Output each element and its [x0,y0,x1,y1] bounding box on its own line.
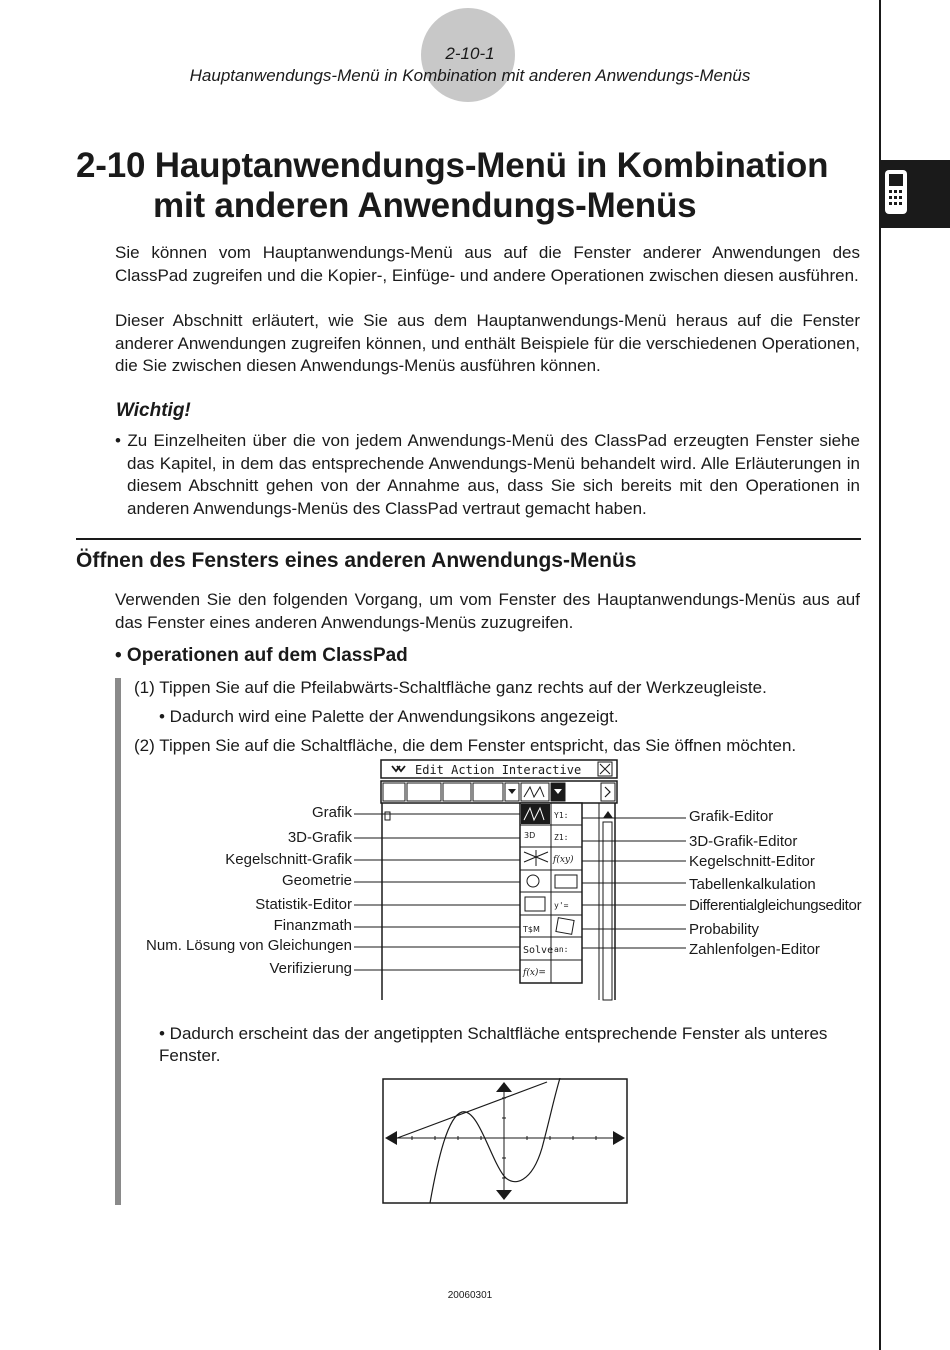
label-3d-grafik: 3D-Grafik [287,829,352,846]
important-bullet: • Zu Einzelheiten über die von jedem Anwendungs-Menü des ClassPad erzeugten Fenster siehe das Kapitel, in dem das entsprechende Anwendungs-Menü behandelt wird. Alle Erläuterungen in diesem Abschnitt gehen von der Annahme aus, dass Sie sich bereits mit den Operationen in anderen Anwendungs-Menüs des ClassPad vertraut gemacht haben. [115,431,860,518]
fraction-button [383,783,405,801]
scroll-right-button [601,783,615,801]
graph-editor-app-icon: Y1: [554,811,569,820]
sequence-app-icon: an: [554,945,569,954]
label-geometrie: Geometrie [281,872,352,889]
step-2: (2) Tippen Sie auf die Schaltfläche, die dem Fenster entspricht, das Sie öffnen möchten. [134,736,797,755]
subsection-intro: Verwenden Sie den folgenden Vorgang, um vom Fenster des Hauptanwendungs-Menüs aus auf das Fenster eines anderen Anwendungs-Menüs zuzugreifen. [115,590,860,632]
financial-app-icon: T$M [523,925,540,934]
graph-app-icon [521,804,550,824]
label-finanzmath: Finanzmath [273,917,352,934]
step-1: (1) Tippen Sie auf die Pfeilabwärts-Schaltfläche ganz rechts auf der Werkzeugleiste. [134,678,767,697]
subsection-title: Öffnen des Fensters eines anderen Anwendungs-Menüs [76,549,637,572]
gesture-button [407,783,441,801]
menubar-text: Edit Action Interactive [415,763,582,777]
label-grafik-editor: Grafik-Editor [689,808,774,825]
graph-toolbar-button [521,783,549,801]
graph-window [382,1078,628,1204]
verify-app-icon: f(x)= [523,968,546,978]
label-zahlenfolgen-editor: Zahlenfolgen-Editor [689,941,820,958]
scroll-up-icon [603,811,613,818]
label-kegelschnitt-grafik: Kegelschnitt-Grafik [225,851,352,868]
label-verifizierung: Verifizierung [269,960,352,977]
intro-paragraph-2: Dieser Abschnitt erläutert, wie Sie aus dem Hauptanwendungs-Menü heraus auf die Fenster anderer Anwendungen zugreifen können, und enthält Beispiele für die verschiedenen Operationen, die Sie zwischen diesen Anwendungs-Menüs ausführen können. [115,311,860,375]
numsolve-app-icon: Solve [523,945,554,956]
important-heading: Wichtig! [116,400,191,421]
page-number: 2-10-1 [445,44,495,63]
calculus-button [443,783,471,801]
label-differentialgleichungseditor: Differentialgleichungseditor [689,897,862,914]
scrollbar-track [603,822,612,1000]
label-kegelschnitt-editor: Kegelschnitt-Editor [689,853,815,870]
label-probability: Probability [689,921,760,938]
label-statistik-editor: Statistik-Editor [255,896,352,913]
section-title-line2: mit anderen Anwendungs-Menüs [153,186,697,225]
page-subtitle: Hauptanwendungs-Menü in Kombination mit anderen Anwendungs-Menüs [189,66,751,85]
intro-paragraph-1: Sie können vom Hauptanwendungs-Menü aus auf die Fenster anderer Anwendungen des ClassPad zugreifen und die Kopier-, Einfüge- und andere Operationen zwischen diesen ausführen. [115,243,860,285]
label-3d-grafik-editor: 3D-Grafik-Editor [689,833,798,850]
footer-code: 20060301 [447,1290,493,1301]
label-grafik: Grafik [311,804,352,821]
graph3d-app-icon: 3D [524,831,536,840]
graph3d-editor-app-icon: Z1: [554,833,569,842]
cursor-icon [385,812,390,820]
label-tabellenkalkulation: Tabellenkalkulation [689,876,816,893]
label-num-loesung: Num. Lösung von Gleichungen [146,937,352,954]
integral-button [473,783,503,801]
section-title-line1: 2-10 Hauptanwendungs-Menü in Kombination [76,146,829,185]
diffeq-app-icon: y'= [554,901,569,910]
operations-heading: • Operationen auf dem ClassPad [115,645,408,666]
step-1-note: • Dadurch wird eine Palette der Anwendungsikons angezeigt. [159,707,619,726]
conics-editor-app-icon: f(xy) [553,855,574,865]
step-2-note: • Dadurch erscheint das der angetippten Schaltfläche entsprechende Fenster als unteres Fenster. [159,1024,828,1065]
